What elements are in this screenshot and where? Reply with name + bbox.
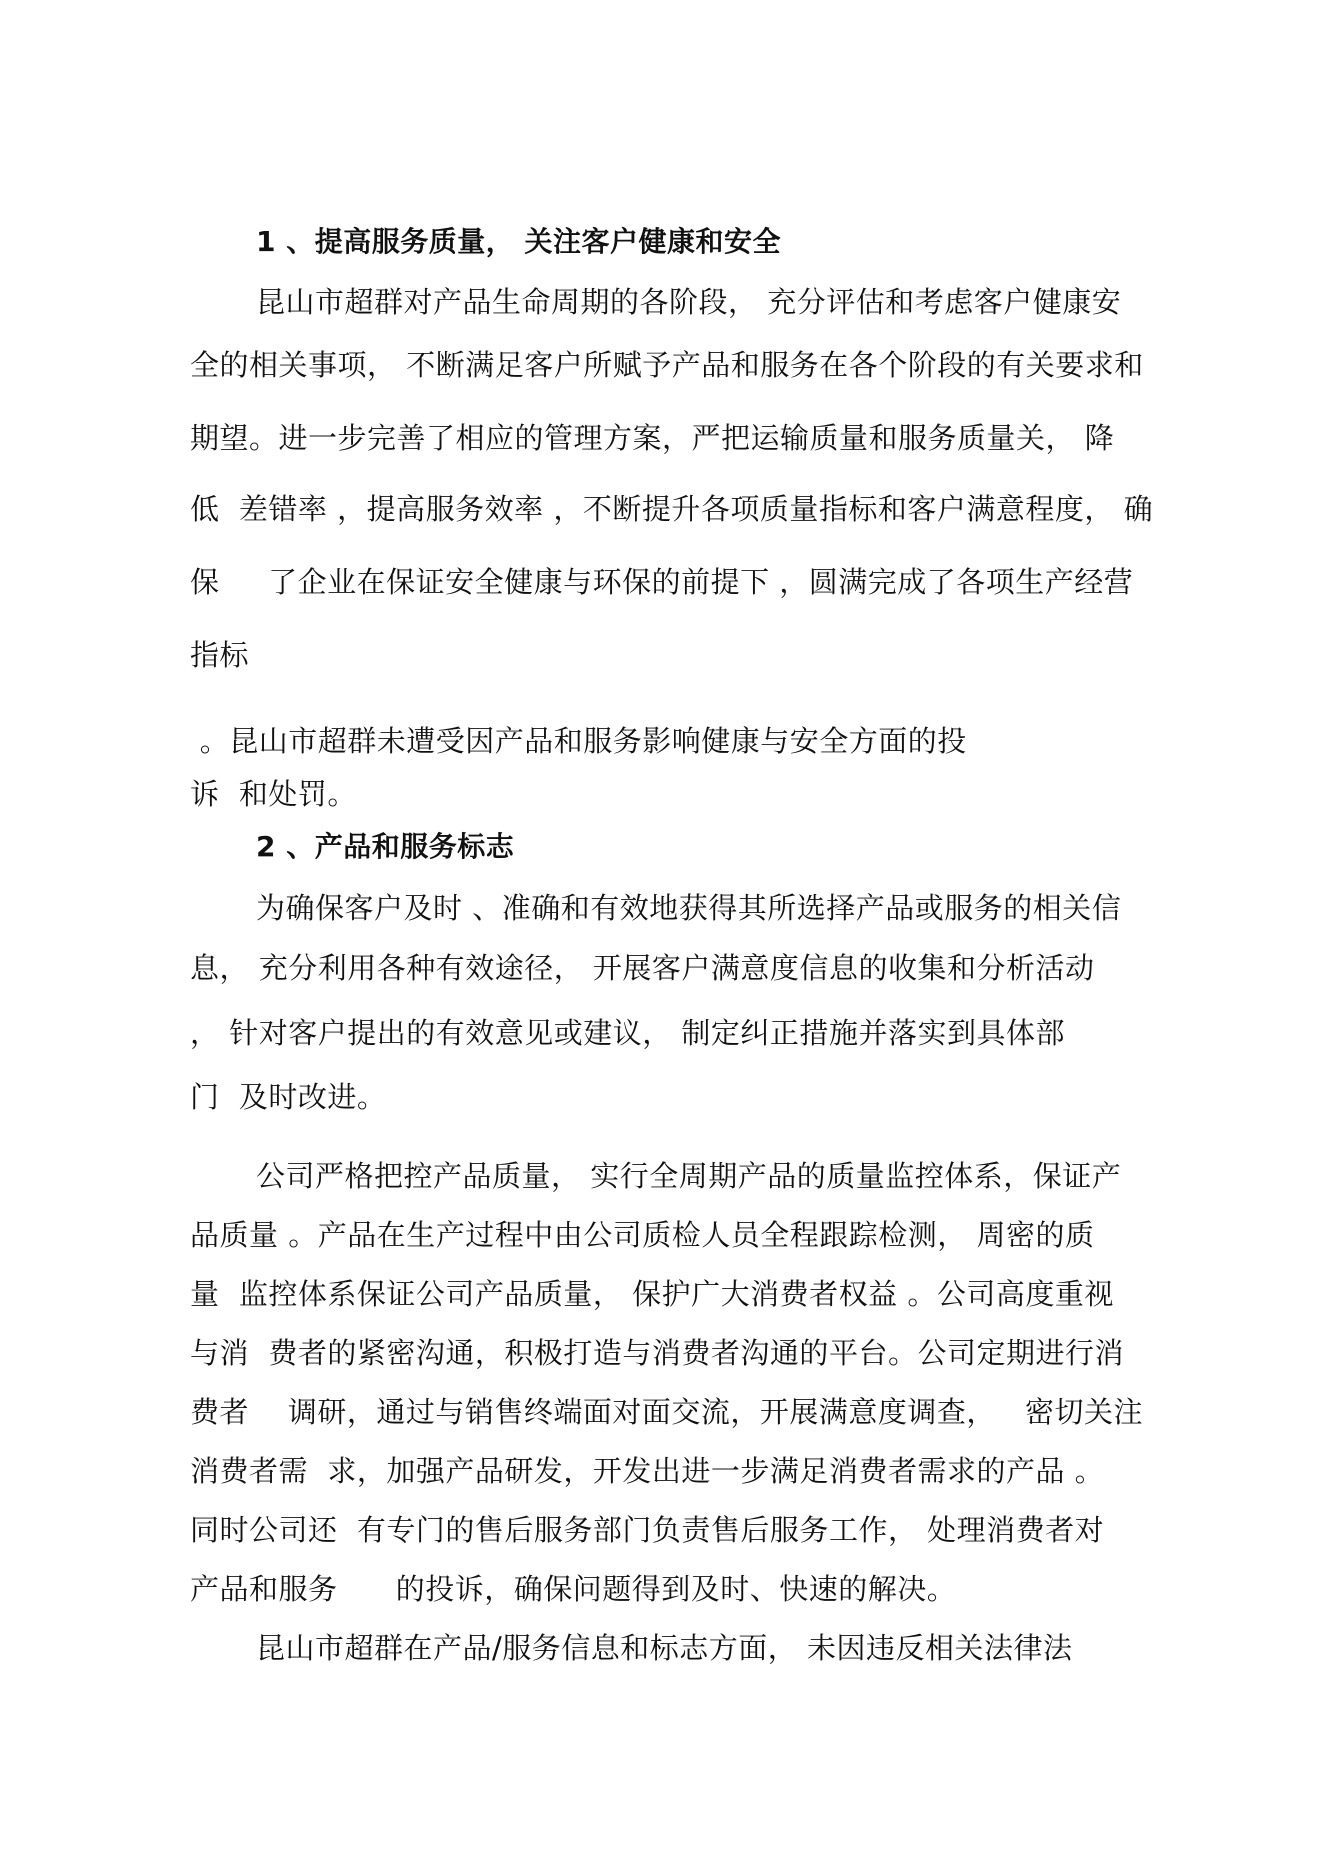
paragraph-line: 期望。进一步完善了相应的管理方案，严把运输质量和服务质量关， 降 [190,421,1115,455]
paragraph-line: 公司严格把控产品质量， 实行全周期产品的质量监控体系，保证产 [256,1159,1122,1193]
section-2-heading: 2 、产品和服务标志 [256,830,515,863]
paragraph-line: 费者 调研，通过与销售终端面对面交流，开展满意度调查， 密切关注 [190,1395,1144,1429]
paragraph-line: 。昆山市超群未遭受因产品和服务影响健康与安全方面的投 [190,724,967,758]
paragraph-line: 同时公司还 有专门的售后服务部门负责售后服务工作， 处理消费者对 [190,1513,1105,1547]
paragraph-line: 保 了企业在保证安全健康与环保的前提下 ，圆满完成了各项生产经营 [190,565,1134,599]
paragraph-line: 诉 和处罚。 [190,777,357,811]
paragraph-line: 产品和服务 的投诉，确保问题得到及时、快速的解决。 [190,1572,957,1606]
paragraph-line: 为确保客户及时 、准确和有效地获得其所选择产品或服务的相关信 [256,891,1122,925]
paragraph-line: 消费者需 求，加强产品研发，开发出进一步满足消费者需求的产品 。 [190,1454,1105,1488]
paragraph-line: 昆山市超群在产品/服务信息和标志方面， 未因违反相关法律法 [256,1631,1073,1665]
paragraph-line: 全的相关事项， 不断满足客户所赋予产品和服务在各个阶段的有关要求和 [190,348,1144,382]
paragraph-line: 品质量 。产品在生产过程中由公司质检人员全程跟踪检测， 周密的质 [190,1218,1095,1252]
paragraph-line: 低 差错率 ，提高服务效率 ，不断提升各项质量指标和客户满意程度， 确 [190,492,1154,526]
paragraph-line: 与消 费者的紧密沟通，积极打造与消费者沟通的平台。公司定期进行消 [190,1336,1124,1370]
section-1-heading: 1 、提高服务质量， 关注客户健康和安全 [256,225,781,258]
paragraph-line: 门 及时改进。 [190,1080,387,1114]
paragraph-line: ， 针对客户提出的有效意见或建议， 制定纠正措施并落实到具体部 [190,1016,1065,1050]
paragraph-line: 昆山市超群对产品生命周期的各阶段， 充分评估和考虑客户健康安 [256,285,1122,319]
paragraph-line: 指标 [190,638,250,672]
paragraph-line: 量 监控体系保证公司产品质量， 保护广大消费者权益 。公司高度重视 [190,1277,1114,1311]
paragraph-line: 息， 充分利用各种有效途径， 开展客户满意度信息的收集和分析活动 [190,951,1095,985]
